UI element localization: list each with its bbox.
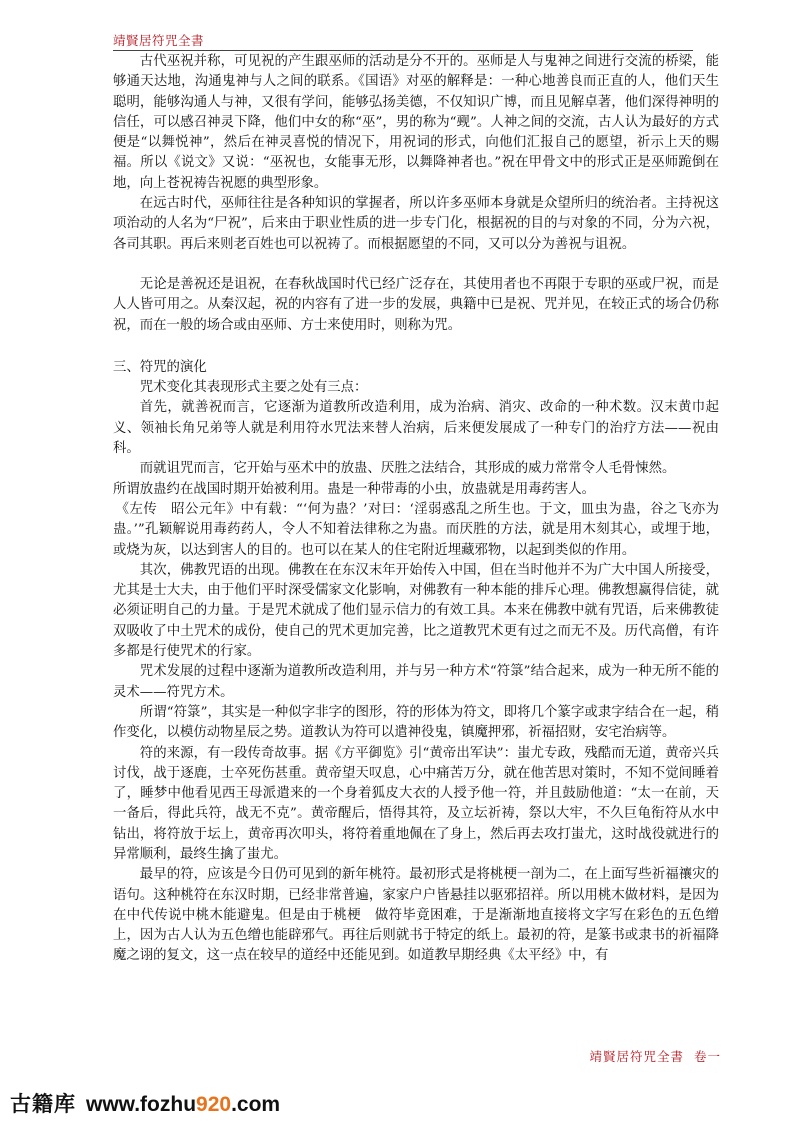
watermark-url-number: 920 (196, 1093, 232, 1116)
paragraph: 所谓放蛊约在战国时期开始被利用。蛊是一种带毒的小虫，放蛊就是用毒药害人。 (113, 481, 596, 497)
paragraph: 其次，佛教咒语的出现。佛教在在东汉末年开始传入中国，但在当时他并不为广大中国人所接受，尤其是士大夫，由于他们平时深受儒家文化影响，对佛教有一种本能的排斥心理。佛教想赢得信徒，就必须证明自己的力量。于是咒术就成了他们显示信力的有效工具。本来在佛教中就有咒语，后来佛教徒双吸收了中土咒术的成份，使自己的咒术更加完善，比之道教咒术更有过之而无不及。历代高僧，有许多都是行使咒术的行家。 (113, 562, 719, 660)
watermark-url-prefix: www.fozhu (86, 1093, 197, 1116)
paragraph: 最早的符，应该是今日仍可见到的新年桃符。最初形式是将桃梗一剖为二，在上面写些祈福禳灾的语句。这种桃符在东汉时期，已经非常普遍，家家户户皆悬挂以驱邪招祥。所以用桃木做材料，是因为在中代传说中桃木能避鬼。但是由于桃梗 做符毕竟困难，于是渐渐地直接将文字写在彩色的五色缯上，因为古人认为五色缯也能辟邪气。再往后则就书于特定的纸上。最初的符，是篆书或隶书的祈福降魔之诩的复文，这一点在较早的道经中还能见到。如道教早期经典《太平经》中，有 (113, 867, 719, 964)
paragraph: 在远古时代，巫师往往是各种知识的掌握者，所以许多巫师本身就是众望所归的统治者。主持祝这项治动的人名为“尸祝”，后来由于职业性质的进一步专门化，根据祝的目的与对象的不同，分为六祝，各司其职。再后来则老百姓也可以祝祷了。而根据愿望的不同，又可以分为善祝与诅祝。 (113, 196, 719, 252)
paragraph-spacer (113, 336, 719, 358)
paragraph: 咒术变化其表现形式主要之处有三点： (139, 380, 368, 396)
paragraph-spacer (113, 255, 719, 275)
paragraph: 首先，就善祝而言，它逐渐为道教所改造利用，成为治病、消灾、改命的一种术数。汉末黄巾起义、领袖长角兄弟等人就是利用符水咒法来替人治病，后来便发展成了一种专门的治疗方法——祝由科。 (113, 400, 719, 457)
footer-title: 靖賢居符咒全書 (589, 1049, 684, 1064)
watermark-url-suffix: .com (231, 1093, 281, 1116)
paragraph: 《左传 昭公元年》中有载：“‘何为蛊？’对曰：‘淫弱惑乱之所生也。于文，皿虫为蛊，谷之飞亦为蛊。’”孔颖解说用毒药药人，令人不知着法律称之为蛊。而厌胜的方法，就是用木刻其心，或埋于地，或烧为灰，以达到害人的目的。也可以在某人的住宅附近埋藏邪物，以起到类似的作用。 (113, 501, 719, 558)
document-body (113, 52, 719, 967)
paragraph: 无论是善祝还是诅祝，在春秋战国时代已经广泛存在，其使用者也不再限于专职的巫或尸祝，而是人人皆可用之。从秦汉起，祝的内容有了进一步的发展，典籍中已是祝、咒并见，在较正式的场合仍称祝，而在一般的场合或由巫师、方士来使用时，则称为咒。 (113, 276, 719, 333)
page-header (113, 28, 693, 51)
paragraph: 符的来源，有一段传奇故事。据《方平御览》引“黄帝出军诀”：蚩尤专政，残酷而无道，黄帝兴兵讨伐，战于逐鹿，士卒死伤甚重。黄帝望天叹息，心中痛苦万分，就在他苦思对策时，不知不觉间睡着了，睡梦中他看见西王母派遣来的一个身着狐皮大衣的人授予他一符，并且鼓励他道：“太一在前，天一备后，得此兵符，战无不克”。黄帝醒后，悟得其符，及立坛祈祷，祭以大牢，不久巨龟衔符从水中钻出，将符放于坛上，黄帝再次叩头，将符着重地佩在了身上，然后再去攻打蚩尤，这时战役就进行的异常顺利，最终生擒了蚩尤。 (113, 745, 719, 862)
watermark-site-name: 古籍库 (10, 1093, 76, 1116)
paragraph: 古代巫祝并称，可见祝的产生跟巫师的活动是分不开的。巫师是人与鬼神之间进行交流的桥梁，能够通天达地，沟通鬼神与人之间的联系。《国语》对巫的解释是：一种心地善良而正直的人，他们天生聪明，能够沟通人与神，又很有学问，能够弘扬美德，不仅知识广博，而且见解卓著，他们深得神明的信任，可以感召神灵下降，他们中女的称“巫”，男的称为“觋”。人神之间的交流，古人认为最好的方式便是“以舞悦神”，然后在神灵喜悦的情况下，用祝词的形式，向他们汇报自己的愿望，祈示上天的赐福。所以《说文》又说：“巫祝也，女能事无形，以舞降神者也。”祝在甲骨文中的形式正是巫师跪倒在地，向上苍祝祷告祝愿的典型形象。 (113, 54, 719, 191)
site-watermark (10, 1088, 280, 1118)
header-title: 靖賢居符咒全書 (113, 33, 205, 48)
section-heading: 三、符咒的演化 (113, 359, 207, 375)
paragraph: 而就诅咒而言，它开始与巫术中的放蛊、厌胜之法结合，其形成的威力常常令人毛骨悚然。 (139, 461, 676, 477)
footer-volume: 卷一 (693, 1049, 721, 1064)
paragraph: 咒术发展的过程中逐渐为道教所改造利用，并与另一种方术“符箓”结合起来，成为一种无所不能的灵术——符咒方术。 (113, 664, 719, 700)
paragraph: 所谓“符箓”，其实是一种似字非字的图形，符的形体为符文，即将几个篆字或隶字结合在一起，稍作变化，以模仿动物星辰之势。道教认为符可以遣神役鬼，镇魔押邪，祈福招财，安宅治病等。 (113, 704, 719, 741)
page-footer (589, 1047, 721, 1065)
